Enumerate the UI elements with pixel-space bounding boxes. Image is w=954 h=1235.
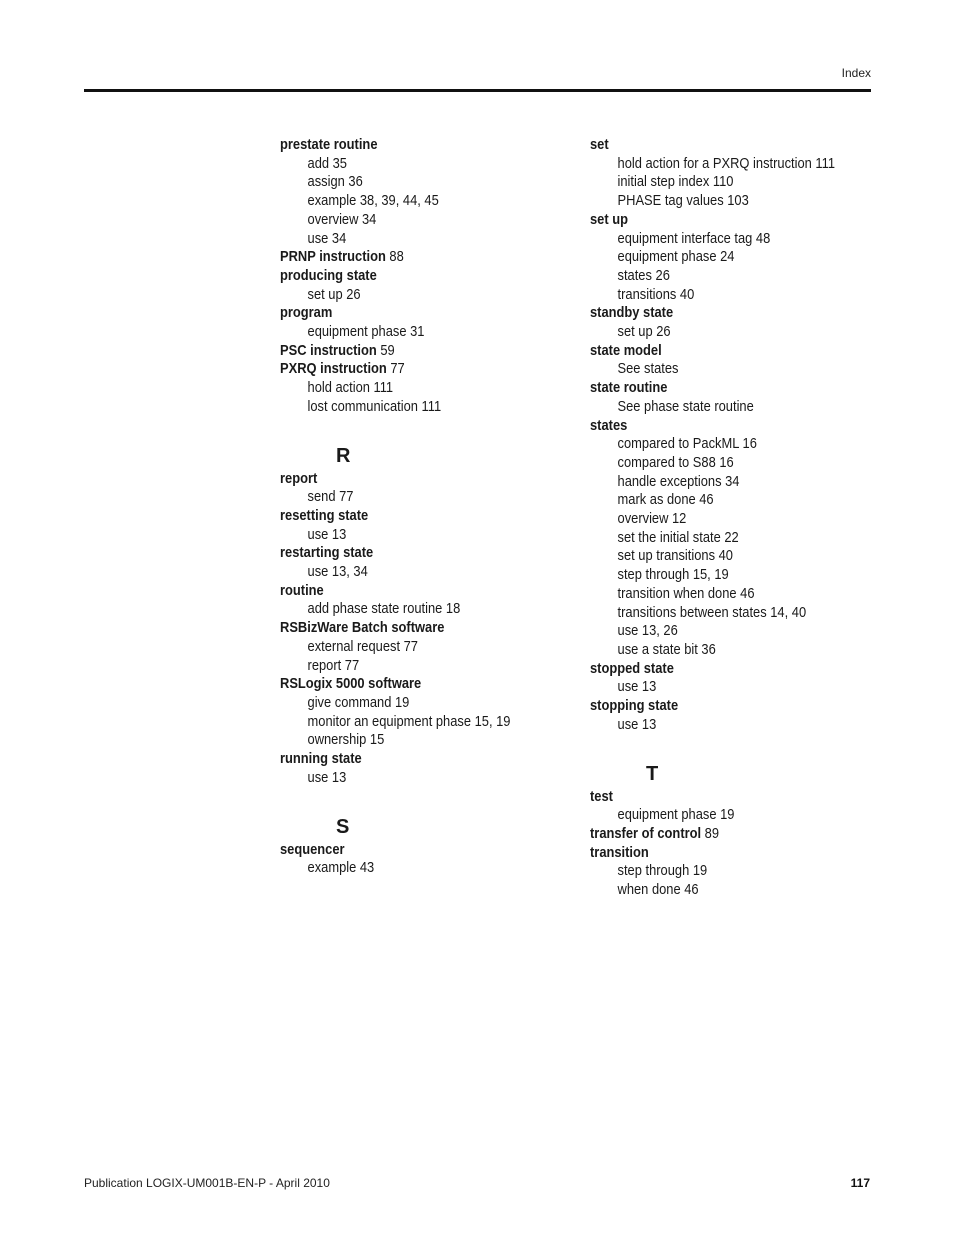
index-column-left [280, 136, 570, 878]
index-subentry: mark as done 46 [617, 491, 714, 509]
index-subentry: See phase state routine [617, 397, 754, 415]
index-subentry: initial step index 110 [617, 173, 734, 191]
index-subentry: when done 46 [617, 881, 699, 899]
publication-footer: Publication LOGIX-UM001B-EN-P - April 2010 [84, 1176, 330, 1190]
index-term [590, 211, 839, 230]
index-subentry: assign 36 [307, 173, 363, 191]
index-term [590, 844, 839, 863]
index-term-label: routine [280, 581, 324, 599]
index-letter-heading: R [336, 444, 351, 467]
index-term-label: RSBizWare Batch software [280, 619, 445, 637]
index-subentry: example 43 [307, 859, 375, 877]
index-term-label: producing state [280, 266, 377, 284]
index-term-label: PRNP instruction [280, 248, 386, 266]
index-subentry: step through 15, 19 [617, 566, 729, 584]
index-page-ref: 88 [385, 248, 404, 266]
index-term [280, 470, 529, 489]
index-term-label: transition [590, 843, 649, 861]
index-subentry: overview 34 [307, 210, 377, 228]
index-subentry: See states [617, 360, 679, 378]
page-number: 117 [850, 1176, 870, 1190]
index-subentry: use 13, 34 [307, 563, 368, 581]
index-subentry: hold action for a PXRQ instruction 111 [617, 154, 836, 172]
index-term-label: states [590, 416, 628, 434]
index-term-label: program [280, 304, 333, 322]
index-term-label: RSLogix 5000 software [280, 675, 422, 693]
index-term [590, 825, 839, 844]
index-page-ref: 89 [701, 824, 720, 842]
index-subentry: add phase state routine 18 [307, 600, 461, 618]
index-term-label: PSC instruction [280, 341, 377, 359]
index-subentry: set up 26 [307, 285, 361, 303]
index-term-label: prestate routine [280, 136, 378, 153]
index-subentry: send 77 [307, 488, 354, 506]
index-term [590, 136, 839, 155]
index-term-label: stopping state [590, 697, 679, 715]
index-term [280, 750, 529, 769]
index-subentry: monitor an equipment phase 15, 19 [307, 712, 511, 730]
index-term [280, 267, 529, 286]
index-subentry: set up 26 [617, 323, 671, 341]
index-term-label: restarting state [280, 544, 374, 562]
index-term-label: set [590, 136, 609, 153]
index-subentry: report 77 [307, 656, 360, 674]
index-subentry: states 26 [617, 266, 670, 284]
index-subentry: set up transitions 40 [617, 547, 733, 565]
index-page-ref: 77 [386, 360, 405, 378]
index-term-label: resetting state [280, 506, 369, 524]
index-subentry: PHASE tag values 103 [617, 192, 749, 210]
index-subentry: ownership 15 [307, 731, 385, 749]
index-subentry: use 13 [617, 678, 657, 696]
index-letter-heading: T [646, 762, 659, 785]
index-term [280, 507, 529, 526]
index-term [280, 304, 529, 323]
index-term [280, 544, 529, 563]
index-subentry: use a state bit 36 [617, 640, 716, 658]
index-term [590, 697, 839, 716]
index-term [280, 675, 529, 694]
index-subentry: transitions 40 [617, 285, 695, 303]
index-letter-heading: S [336, 815, 350, 838]
header-rule [84, 89, 871, 92]
index-term-label: state model [590, 341, 662, 359]
index-subentry: handle exceptions 34 [617, 472, 740, 490]
index-subentry: overview 12 [617, 510, 687, 528]
index-subentry: add 35 [307, 154, 347, 172]
index-term [280, 619, 529, 638]
index-term [590, 304, 839, 323]
index-subentry: equipment phase 31 [307, 323, 425, 341]
index-subentry: use 13 [617, 715, 657, 733]
index-subentry: use 13 [307, 768, 347, 786]
index-term-label: test [590, 787, 613, 805]
index-term [590, 342, 839, 361]
index-subentry: transitions between states 14, 40 [617, 603, 807, 621]
index-term [590, 379, 839, 398]
index-subentry: transition when done 46 [617, 584, 755, 602]
index-subentry: give command 19 [307, 693, 410, 711]
index-subentry: equipment phase 19 [617, 806, 735, 824]
index-term [590, 417, 839, 436]
index-subentry: hold action 111 [307, 379, 394, 397]
index-term-label: state routine [590, 379, 668, 397]
index-subentry: example 38, 39, 44, 45 [307, 192, 439, 210]
index-term [280, 342, 529, 361]
index-term-label: stopped state [590, 659, 674, 677]
index-term [590, 660, 839, 679]
index-page-ref: 59 [376, 341, 395, 359]
index-term [590, 788, 839, 807]
index-subentry: step through 19 [617, 862, 708, 880]
index-subentry: set the initial state 22 [617, 528, 739, 546]
index-term [280, 248, 529, 267]
index-term [280, 582, 529, 601]
index-term-label: report [280, 469, 318, 487]
index-term-label: standby state [590, 304, 674, 322]
index-subentry: compared to PackML 16 [617, 435, 757, 453]
index-term-label: transfer of control [590, 824, 702, 842]
index-subentry: compared to S88 16 [617, 453, 734, 471]
index-subentry: use 13 [307, 525, 347, 543]
running-header: Index [841, 66, 871, 80]
index-term [280, 841, 529, 860]
index-subentry: lost communication 111 [307, 397, 442, 415]
index-column-right [590, 136, 880, 900]
index-term [280, 136, 529, 155]
index-term-label: PXRQ instruction [280, 360, 387, 378]
index-subentry: use 34 [307, 229, 347, 247]
index-subentry: external request 77 [307, 637, 418, 655]
index-subentry: equipment interface tag 48 [617, 229, 771, 247]
index-term [280, 360, 529, 379]
index-term-label: set up [590, 210, 629, 228]
index-subentry: equipment phase 24 [617, 248, 735, 266]
index-term-label: running state [280, 750, 362, 768]
index-term-label: sequencer [280, 840, 345, 858]
index-subentry: use 13, 26 [617, 622, 678, 640]
